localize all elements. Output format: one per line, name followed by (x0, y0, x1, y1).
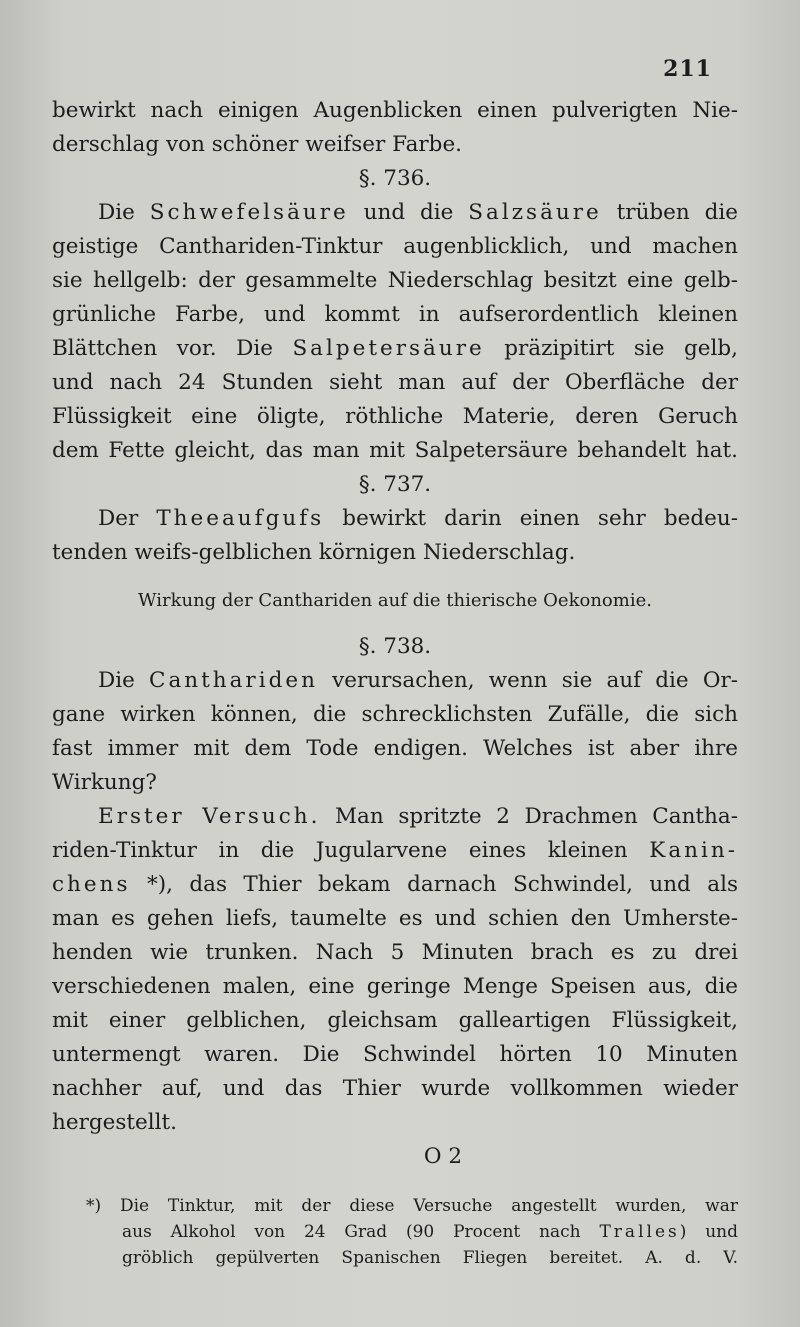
text-line: fast immer mit dem Tode endigen. Welches ist aber ihre (52, 736, 738, 761)
footnote-line: *) Die Tinktur, mit der diese Versuche angestellt wurden, war (86, 1196, 738, 1216)
text-fragment: *), das Thier bekam darnach Schwindel, und als (130, 872, 738, 897)
text-line (52, 868, 738, 902)
text-line (52, 664, 738, 698)
text-fragment: Blättchen vor. Die (52, 336, 293, 361)
section-heading: Wirkung der Canthariden auf die thierische Oekonomie. (138, 590, 652, 611)
footnote-line: gröblich gepülverten Spanischen Fliegen bereitet. A. d. V. (122, 1248, 738, 1268)
text-line: sie hellgelb: der gesammelte Niederschlag besitzt eine gelb- (52, 268, 738, 293)
text-line: nachher auf, und das Thier wurde vollkommen wieder (52, 1076, 738, 1101)
text-line: grünliche Farbe, und kommt in aufserordentlich kleinen (52, 302, 738, 327)
text-fragment: riden-Tinktur in die Jugularvene eines kleinen (52, 838, 650, 863)
spaced-term: Canthariden (149, 668, 318, 693)
text-fragment: trüben die (601, 200, 739, 225)
text-line: derschlag von schöner weifser Farbe. (52, 132, 463, 157)
text-fragment: Man spritzte 2 Drachmen Cantha- (320, 804, 738, 829)
text-line: henden wie trunken. Nach 5 Minuten brach es zu drei (52, 940, 738, 965)
text-line: geistige Canthariden-Tinktur augenblicklich, und machen (52, 234, 738, 259)
spaced-term: Salpetersäure (292, 336, 485, 361)
text-line: gane wirken können, die schrecklichsten Zufälle, die sich (52, 702, 738, 727)
text-line: verschiedenen malen, eine geringe Menge Speisen aus, die (52, 974, 738, 999)
text-fragment: ) und (679, 1222, 738, 1242)
spaced-term: chens (52, 872, 131, 897)
page-number: 211 (663, 56, 712, 82)
text-fragment: verursachen, wenn sie auf die Or- (317, 668, 739, 693)
body-text (52, 94, 738, 1174)
text-line (52, 332, 738, 366)
text-fragment: Die (98, 200, 150, 225)
text-line (52, 834, 738, 868)
text-line (52, 196, 738, 230)
text-line: man es gehen liefs, taumelte es und schien den Umherste- (52, 906, 738, 931)
spaced-term: Erster Versuch. (98, 804, 321, 829)
text-fragment: und die (348, 200, 469, 225)
text-line (52, 502, 738, 536)
text-fragment: präzipitirt sie gelb, (484, 336, 738, 361)
section-number: §. 738. (358, 634, 432, 659)
text-fragment: Der (98, 506, 157, 531)
text-line: mit einer gelblichen, gleichsam galleartigen Flüssigkeit, (52, 1008, 738, 1033)
text-fragment: Die (98, 668, 150, 693)
text-line: untermengt waren. Die Schwindel hörten 10 Minuten (52, 1042, 738, 1067)
text-fragment: bewirkt darin einen sehr bedeu- (324, 506, 738, 531)
spaced-term: Tralles (599, 1222, 680, 1242)
signature-mark: O 2 (423, 1144, 463, 1169)
spaced-term: Kanin- (649, 838, 738, 863)
spaced-term: Theeaufgufs (156, 506, 325, 531)
spaced-term: Schwefelsäure (149, 200, 349, 225)
footnote-line (86, 1219, 738, 1245)
text-line: tenden weifs-gelblichen körnigen Niederschlag. (52, 540, 576, 565)
text-line: bewirkt nach einigen Augenblicken einen pulverigten Nie- (52, 98, 738, 123)
section-number: §. 737. (358, 472, 432, 497)
text-line (52, 800, 738, 834)
text-line: und nach 24 Stunden sieht man auf der Oberfläche der (52, 370, 738, 395)
footnote (86, 1193, 738, 1271)
text-line: hergestellt. (52, 1110, 177, 1135)
section-number: §. 736. (358, 166, 432, 191)
spaced-term: Salzsäure (468, 200, 602, 225)
text-line: Wirkung? (52, 770, 157, 795)
text-fragment: aus Alkohol von 24 Grad (90 Procent nach (122, 1222, 600, 1242)
text-line: dem Fette gleicht, das man mit Salpetersäure behandelt hat. (52, 438, 738, 463)
text-line: Flüssigkeit eine öligte, röthliche Materie, deren Geruch (52, 404, 738, 429)
